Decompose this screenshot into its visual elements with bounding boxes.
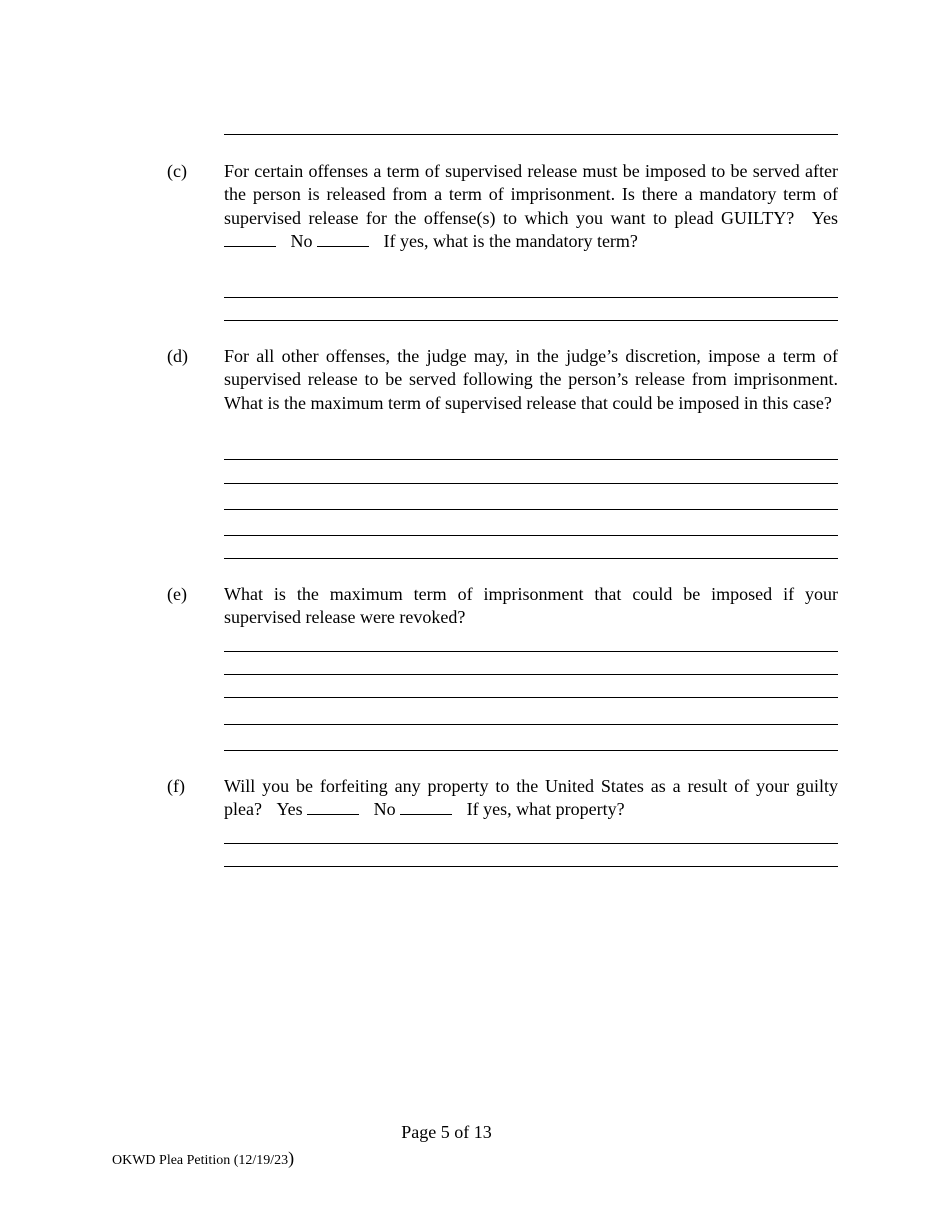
section-e-label: (e) <box>167 584 187 604</box>
form-id-paren: ) <box>288 1148 295 1168</box>
answer-line[interactable] <box>224 535 838 536</box>
answer-line[interactable] <box>224 651 838 652</box>
answer-line[interactable] <box>224 320 838 321</box>
section-f-followup: If yes, what property? <box>466 799 625 820</box>
answer-line[interactable] <box>224 674 838 675</box>
answer-line[interactable] <box>224 134 838 135</box>
answer-line[interactable] <box>224 697 838 698</box>
answer-line[interactable] <box>224 866 838 867</box>
section-e-question: What is the maximum term of imprisonment that could be imposed if your supervised release were revoked? <box>224 584 838 628</box>
section-c-label: (c) <box>167 161 187 181</box>
no-label: No <box>290 230 313 251</box>
no-label: No <box>373 799 396 820</box>
section-f-text: Will you be forfeiting any property to the United States as a result of your guilty plea? <box>224 776 838 820</box>
yes-blank[interactable] <box>307 800 359 815</box>
no-blank[interactable] <box>400 800 452 815</box>
yes-blank[interactable] <box>224 232 276 247</box>
section-f-question <box>224 775 838 822</box>
answer-line[interactable] <box>224 843 838 844</box>
section-d-label: (d) <box>167 346 188 366</box>
section-c-text: For certain offenses a term of supervised release must be imposed to be served after the person is released from a term of imprisonment. Is there a mandatory term of supervised release for the offense(s) to which you want to plead GUILTY? <box>224 161 838 228</box>
answer-line[interactable] <box>224 483 838 484</box>
yes-label: Yes <box>276 799 303 820</box>
answer-line[interactable] <box>224 750 838 751</box>
page-number: Page 5 of 13 <box>401 1122 492 1142</box>
answer-line[interactable] <box>224 724 838 725</box>
answer-line[interactable] <box>224 558 838 559</box>
section-d-question: For all other offenses, the judge may, in the judge’s discretion, impose a term of supervised release to be served following the person’s release from imprisonment. What is the maximum term of supervised release that could be imposed in this case? <box>224 346 838 413</box>
section-f-label: (f) <box>167 776 185 796</box>
section-c-question <box>224 160 838 253</box>
answer-line[interactable] <box>224 459 838 460</box>
yes-label: Yes <box>811 207 838 228</box>
form-id <box>112 1148 294 1169</box>
no-blank[interactable] <box>317 232 369 247</box>
answer-line[interactable] <box>224 297 838 298</box>
form-id-text: OKWD Plea Petition (12/19/23 <box>112 1153 289 1168</box>
answer-line[interactable] <box>224 509 838 510</box>
section-c-followup: If yes, what is the mandatory term? <box>383 230 638 251</box>
